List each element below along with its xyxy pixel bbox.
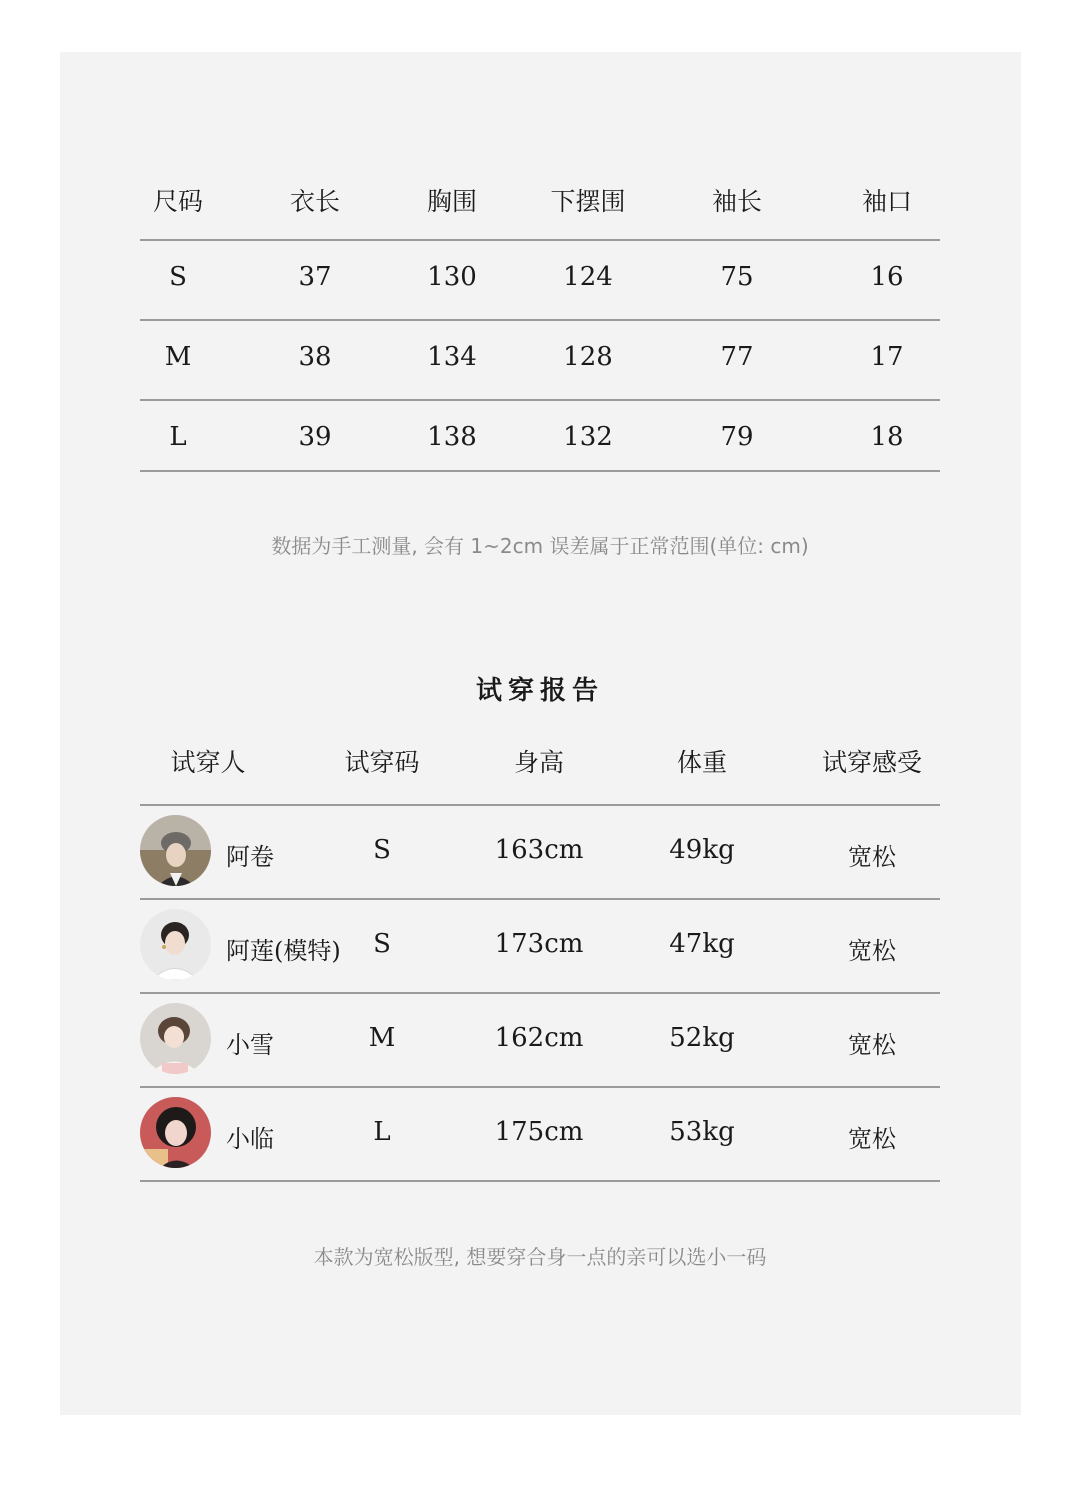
- weight-cell: 49kg: [669, 835, 735, 865]
- report-header-size: 试穿码: [344, 748, 420, 777]
- size-header-chest: 胸围: [426, 187, 478, 216]
- report-header-weight: 体重: [676, 748, 728, 777]
- chest-cell: 134: [427, 342, 477, 372]
- divider: [140, 239, 940, 241]
- size-header-size: 尺码: [152, 187, 204, 216]
- avatar: [140, 1097, 211, 1168]
- size-cell: S: [169, 262, 187, 292]
- divider: [140, 1180, 940, 1182]
- report-title: 试穿报告: [475, 676, 604, 706]
- size-header-cuff: 袖口: [861, 187, 913, 216]
- avatar: [140, 909, 211, 980]
- avatar: [140, 1003, 211, 1074]
- height-cell: 173cm: [494, 929, 584, 959]
- sleeve-cell: 79: [720, 422, 754, 452]
- size-cell: M: [164, 342, 192, 372]
- size-cell: S: [373, 929, 391, 959]
- sleeve-cell: 77: [720, 342, 754, 372]
- feel-cell: 宽松: [848, 843, 896, 871]
- size-cell: S: [373, 835, 391, 865]
- size-cell: M: [368, 1023, 396, 1053]
- cuff-cell: 16: [870, 262, 904, 292]
- feel-cell: 宽松: [848, 1125, 896, 1153]
- tester-name: 阿卷: [226, 843, 274, 871]
- divider: [140, 992, 940, 994]
- avatar: [140, 815, 211, 886]
- divider: [140, 1086, 940, 1088]
- weight-cell: 52kg: [669, 1023, 735, 1053]
- height-cell: 162cm: [494, 1023, 584, 1053]
- feel-cell: 宽松: [848, 937, 896, 965]
- height-cell: 175cm: [494, 1117, 584, 1147]
- size-cell: L: [169, 422, 187, 452]
- report-header-person: 试穿人: [170, 748, 246, 777]
- divider: [140, 470, 940, 472]
- tester-name: 阿莲(模特): [226, 937, 341, 965]
- feel-cell: 宽松: [848, 1031, 896, 1059]
- cuff-cell: 18: [870, 422, 904, 452]
- divider: [140, 399, 940, 401]
- measurement-note: 数据为手工测量, 会有 1~2cm 误差属于正常范围(单位: cm): [271, 534, 809, 558]
- height-cell: 163cm: [494, 835, 584, 865]
- report-header-height: 身高: [513, 748, 565, 777]
- size-header-length: 衣长: [289, 187, 341, 216]
- size-cell: L: [373, 1117, 391, 1147]
- hem-cell: 132: [563, 422, 613, 452]
- chest-cell: 130: [427, 262, 477, 292]
- content-panel: [60, 52, 1021, 1415]
- weight-cell: 53kg: [669, 1117, 735, 1147]
- report-header-feel: 试穿感受: [821, 748, 923, 777]
- size-header-hem: 下摆围: [550, 187, 626, 216]
- fit-note: 本款为宽松版型, 想要穿合身一点的亲可以选小一码: [313, 1245, 767, 1269]
- length-cell: 37: [298, 262, 332, 292]
- length-cell: 39: [298, 422, 332, 452]
- divider: [140, 898, 940, 900]
- size-header-sleeve: 袖长: [711, 187, 763, 216]
- divider: [140, 319, 940, 321]
- hem-cell: 128: [563, 342, 613, 372]
- divider: [140, 804, 940, 806]
- sleeve-cell: 75: [720, 262, 754, 292]
- hem-cell: 124: [563, 262, 613, 292]
- tester-name: 小临: [226, 1125, 274, 1153]
- chest-cell: 138: [427, 422, 477, 452]
- weight-cell: 47kg: [669, 929, 735, 959]
- length-cell: 38: [298, 342, 332, 372]
- cuff-cell: 17: [870, 342, 904, 372]
- tester-name: 小雪: [226, 1031, 274, 1059]
